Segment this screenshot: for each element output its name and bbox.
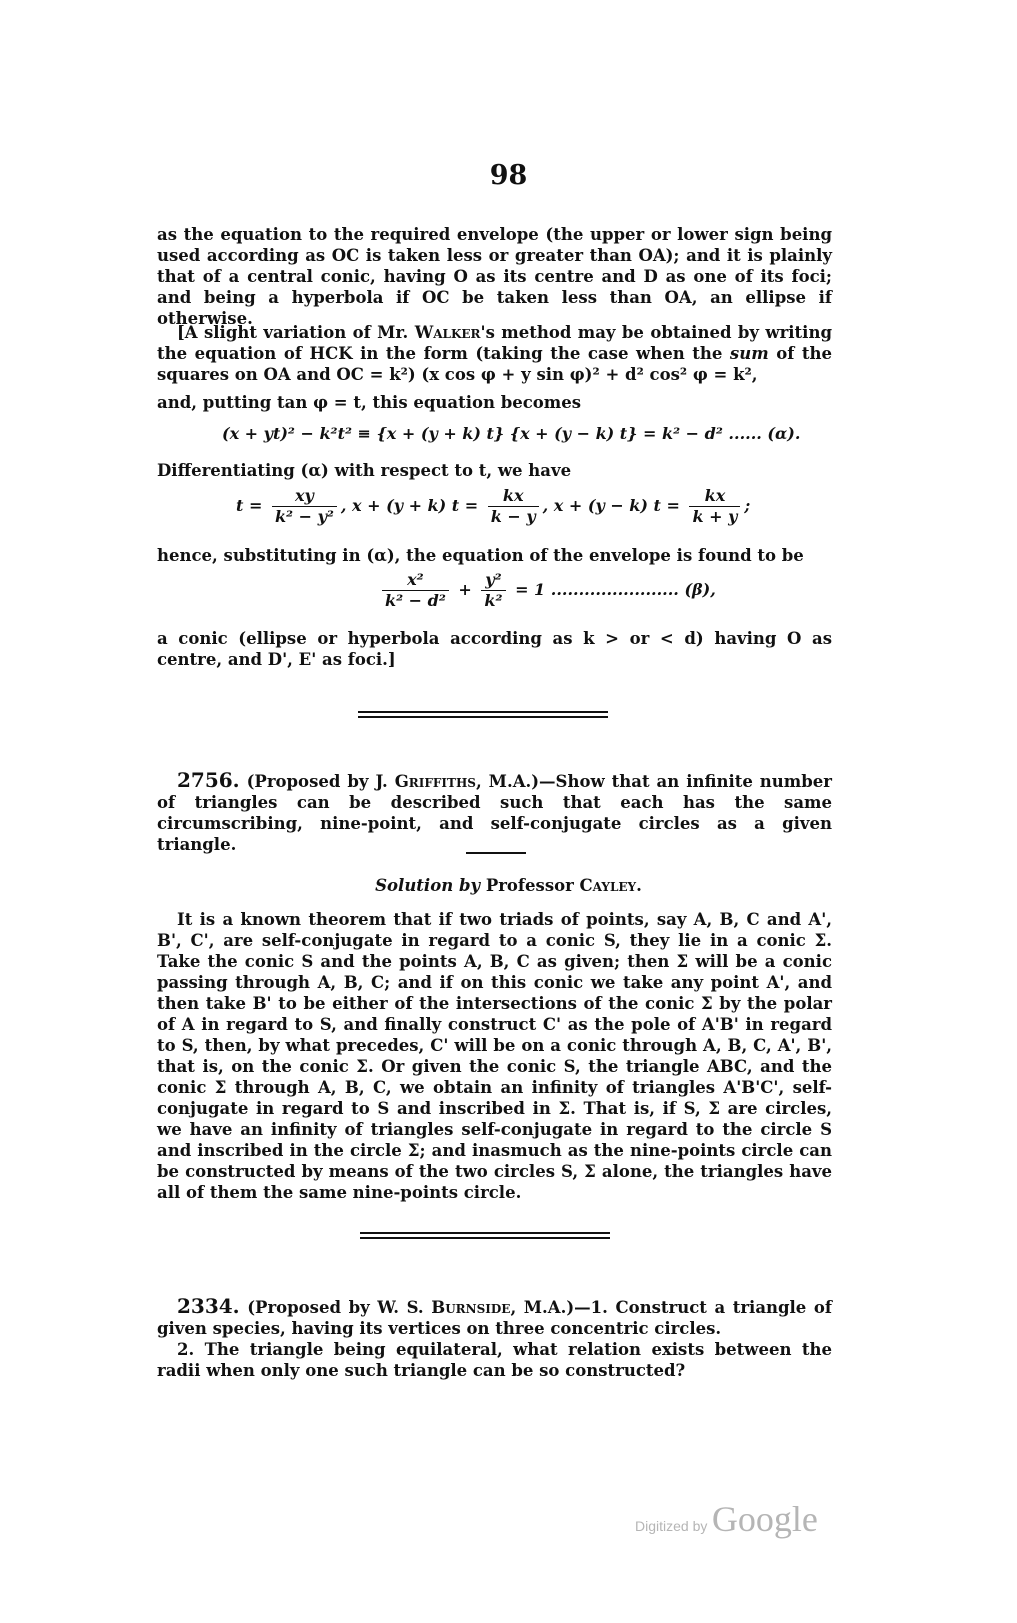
paragraph-text: as the equation to the required envelope (the upper or lower sign being used according as OC is taken less or greater than OA); and it is plainly that of a central conic, having O as its centre and D as one of its foci; and being a hyperbola if OC be taken less than OA, an ellipse if otherwise. (157, 225, 832, 328)
problem-2334: 2334. (Proposed by W. S. Burnside, M.A.)—1. Construct a triangle of given species, having its vertices on three concentric circles. 2. The triangle being equilateral, what relation exists between the radii when only one such triangle can be so constructed? (157, 1294, 832, 1380)
equation-t: t = $\frac{xy}{\text{k² − y²}}$ , x + (y + k) t = $\frac{kx}{k - y}$ , x + (y − k) t = $\frac{kx}{k + y}$ ; (236, 486, 751, 526)
paragraph-envelope (157, 224, 832, 329)
divider (360, 1232, 610, 1234)
solution-heading: Solution by Professor Cayley. (375, 876, 642, 895)
equation-alpha: (x + yt)² − k²t² ≡ {x + (y + k) t} {x + (y − k) t} = k² − d² ...... (α). (222, 424, 801, 443)
fraction: $\frac{\text{y²}}{\text{k²}}$ (481, 570, 505, 611)
fraction: $\frac{kx}{k + y}$ (689, 486, 740, 527)
author-burnside: Burnside (431, 1298, 511, 1317)
paragraph-differentiating: Differentiating (α) with respect to t, we have (157, 461, 572, 480)
author-cayley: Cayley (579, 876, 637, 895)
google-logo: Google (711, 1499, 818, 1539)
paragraph-hence: hence, substituting in (α), the equation of the envelope is found to be (157, 546, 804, 565)
short-divider (466, 852, 526, 854)
problem-number: 2756. (177, 768, 240, 792)
paragraph-walker: [A slight variation of Mr. Walker's method may be obtained by writing the equation of HCK in the form (taking the case when the sum of the squares on OA and OC = k²) (x cos φ + y sin φ)² + d² cos² φ = k², (157, 323, 832, 384)
divider (360, 1237, 610, 1239)
page-number: 98 (489, 160, 528, 191)
fraction: $\frac{kx}{k - y}$ (488, 486, 539, 527)
fraction: $\frac{\text{x²}}{\text{k² − d²}}$ (382, 570, 449, 611)
paragraph-conic: a conic (ellipse or hyperbola according as k > or < d) having O as centre, and D', E' as foci.] (157, 629, 832, 669)
author-griffiths: Griffiths (394, 772, 476, 791)
author-walker: Walker (414, 323, 481, 342)
divider (358, 711, 608, 713)
google-watermark: Digitized by Google (635, 1499, 818, 1539)
solution-text: It is a known theorem that if two triads of points, say A, B, C and A', B', C', are self-conjugate in regard to a conic S, they lie in a conic Σ. Take the conic S and the points A, B, C as given; then Σ will be a conic passing through A, B, C; and if on this conic we take any point A', and then take B' to be either of the intersections of the conic Σ by the polar of A in regard to S, and finally construct C' as the pole of A'B' in regard to S, then, by what precedes, C' will be on a conic through A, B, C, A', B', that is, on the conic Σ. Or given the conic S, the triangle ABC, and the conic Σ through A, B, C, we obtain an infinity of triangles A'B'C', self-conjugate in regard to S and inscribed in Σ. That is, if S, Σ are circles, we have an infinity of triangles self-conjugate in regard to the circle S and inscribed in the circle Σ; and inasmuch as the nine-points circle can be constructed by means of the two circles S, Σ alone, the triangles have all of them the same nine-points circle. (157, 910, 832, 1202)
problem-2756: 2756. (Proposed by J. Griffiths, M.A.)—Show that an infinite number of triangles can be described such that each has the same circumscribing, nine-point, and self-conjugate circles as a given triangle. (157, 768, 832, 854)
paragraph-putting: and, putting tan φ = t, this equation becomes (157, 393, 582, 412)
divider (358, 716, 608, 718)
fraction: $\frac{xy}{\text{k² − y²}}$ (272, 486, 337, 527)
equation-beta: $\frac{\text{x²}}{\text{k² − d²}}$ + $\frac{\text{y²}}{\text{k²}}$ = 1 ....................... (β), (378, 570, 716, 611)
problem-number: 2334. (177, 1294, 240, 1318)
emphasis-sum: sum (729, 344, 769, 363)
